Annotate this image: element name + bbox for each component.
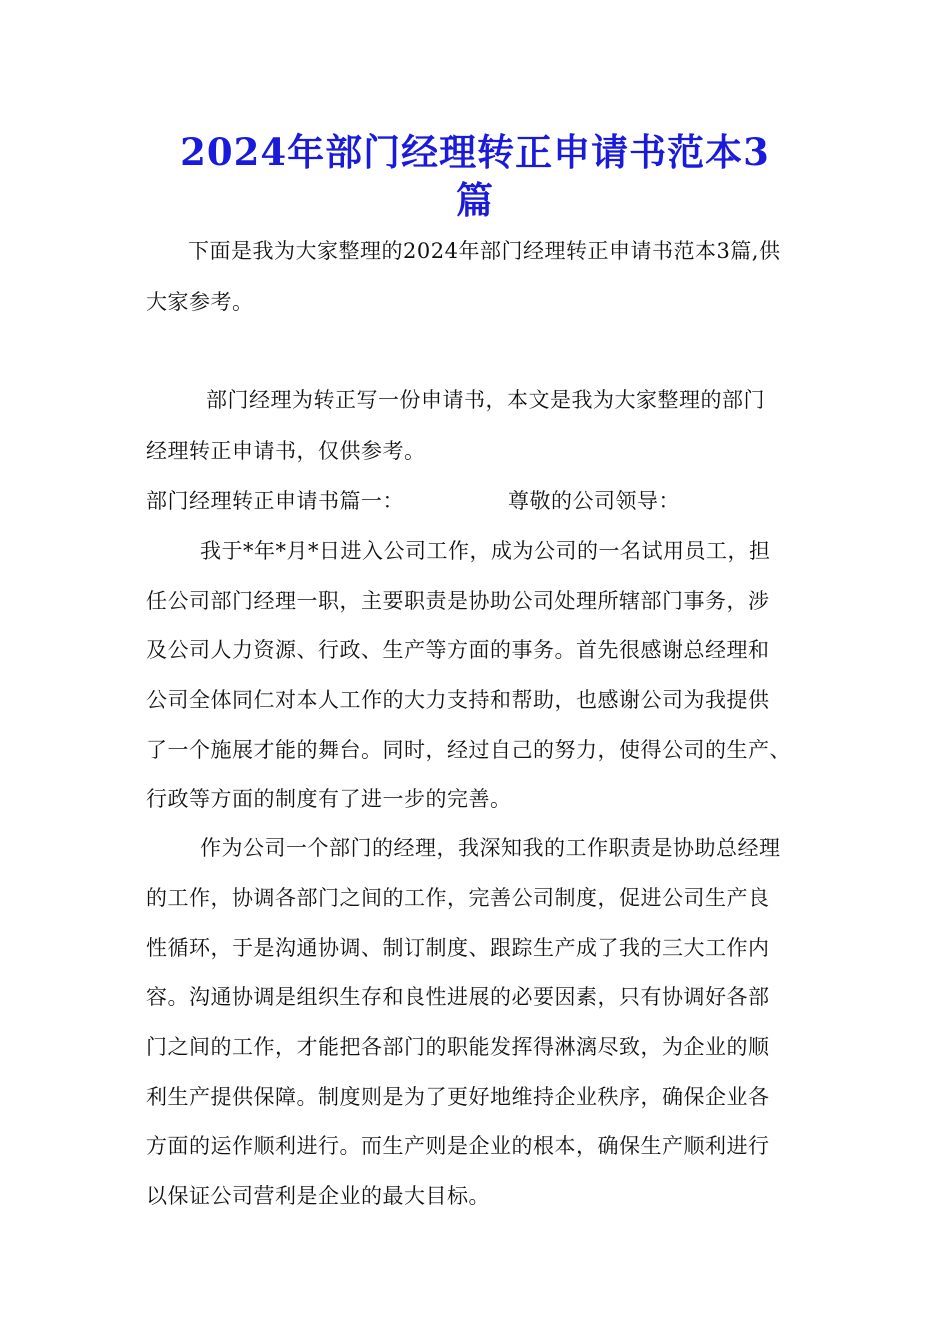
paragraph-2-line: 利生产提供保障。制度则是为了更好地维持企业秩序，确保企业各 [146, 1085, 770, 1109]
intro-line-1: 下面是我为大家整理的2024年部门经理转正申请书范本3篇,供 [188, 239, 781, 263]
paragraph-1-line: 行政等方面的制度有了进一步的完善。 [146, 787, 512, 811]
paragraph-2-line: 的工作，协调各部门之间的工作，完善公司制度，促进公司生产良 [146, 886, 770, 910]
paragraph-2-line: 方面的运作顺利进行。而生产则是企业的根本，确保生产顺利进行 [146, 1134, 770, 1158]
intro-line-2: 大家参考。 [146, 290, 254, 314]
paragraph-1-line: 任公司部门经理一职，主要职责是协助公司处理所辖部门事务，涉 [146, 589, 770, 613]
paragraph-1-line: 我于*年*月*日进入公司工作，成为公司的一名试用员工，担 [200, 539, 771, 563]
title-line-1: 2024年部门经理转正申请书范本3 [180, 130, 770, 174]
paragraph-2-line: 作为公司一个部门的经理，我深知我的工作职责是协助总经理 [200, 836, 781, 860]
summary-line-2: 经理转正申请书，仅供参考。 [146, 439, 426, 463]
document-title [120, 128, 830, 224]
paragraph-2-line: 容。沟通协调是组织生存和良性进展的必要因素，只有协调好各部 [146, 985, 770, 1009]
summary-line-1: 部门经理为转正写一份申请书，本文是我为大家整理的部门 [206, 388, 765, 412]
paragraph-1-line: 公司全体同仁对本人工作的大力支持和帮助，也感谢公司为我提供 [146, 688, 770, 712]
salutation: 尊敬的公司领导： [508, 489, 680, 513]
section-heading: 部门经理转正申请书篇一： [146, 489, 404, 513]
paragraph-1-line: 了一个施展才能的舞台。同时，经过自己的努力，使得公司的生产、 [146, 738, 791, 762]
section-heading-row [146, 486, 680, 516]
title-line-2: 篇 [456, 178, 494, 222]
paragraph-2-line: 性循环，于是沟通协调、制订制度、跟踪生产成了我的三大工作内 [146, 936, 770, 960]
paragraph-2-line: 以保证公司营利是企业的最大目标。 [146, 1184, 490, 1208]
paragraph-1-line: 及公司人力资源、行政、生产等方面的事务。首先很感谢总经理和 [146, 638, 770, 662]
paragraph-2-line: 门之间的工作，才能把各部门的职能发挥得淋漓尽致，为企业的顺 [146, 1035, 770, 1059]
